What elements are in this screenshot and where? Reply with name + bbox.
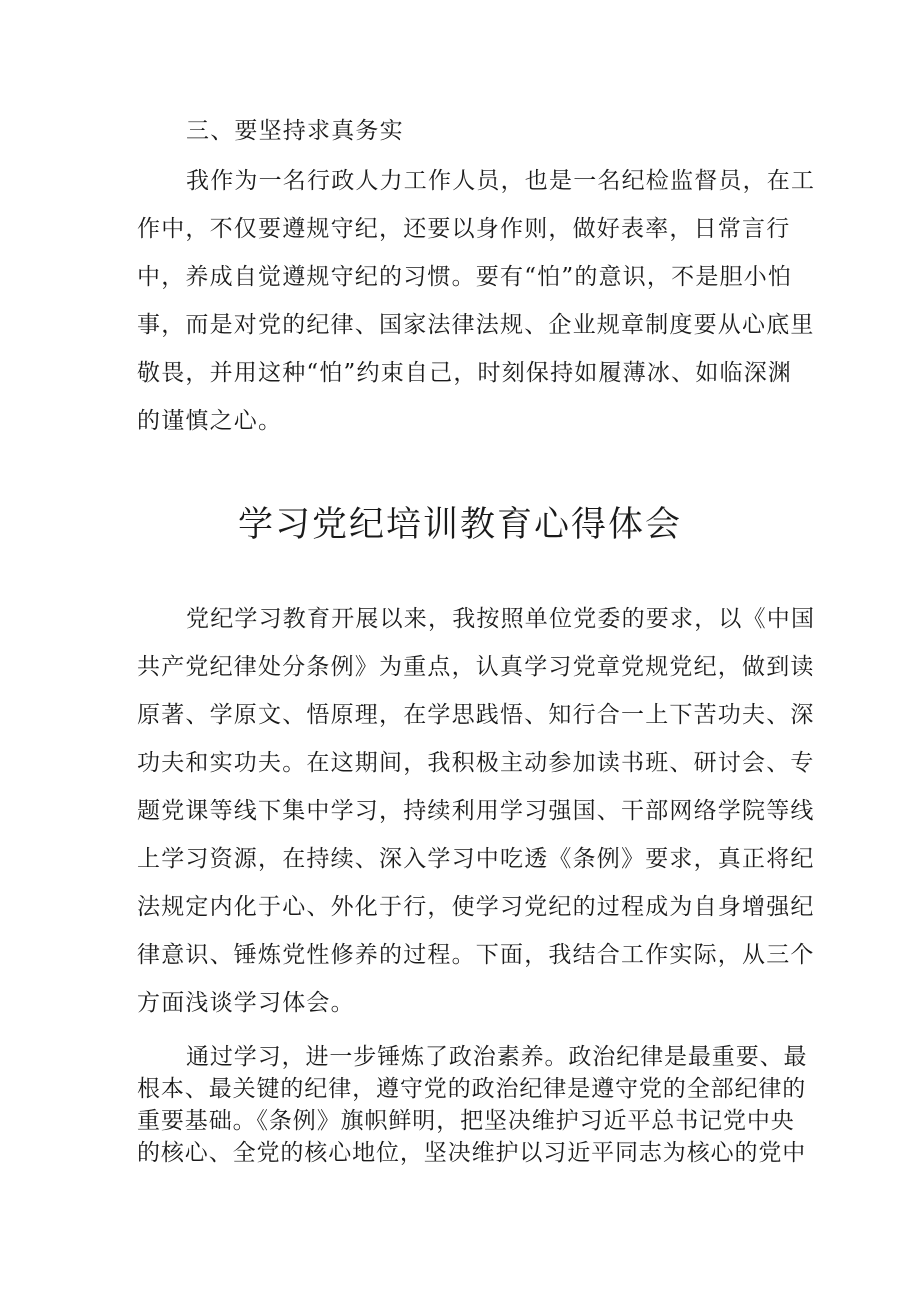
paragraph-line: 事，而是对党的纪律、国家法律法规、企业规章制度要从心底里 [137, 312, 815, 338]
paragraph-line: 根本、最关键的纪律，遵守党的政治纪律是遵守党的全部纪律的 [137, 1076, 807, 1102]
section-heading: 三、要坚持求真务实 [186, 118, 404, 144]
paragraph-line: 中，养成自觉遵规守纪的习惯。要有“怕”的意识，不是胆小怕 [137, 264, 793, 290]
paragraph-line: 通过学习，进一步锤炼了政治素养。政治纪律是最重要、最 [186, 1044, 808, 1070]
paragraph-line: 我作为一名行政人力工作人员，也是一名纪检监督员，在工 [186, 168, 816, 194]
paragraph-line: 重要基础。《条例》旗帜鲜明，把坚决维护习近平总书记党中央 [137, 1108, 795, 1134]
paragraph-line: 党纪学习教育开展以来，我按照单位党委的要求，以《中国 [186, 606, 816, 632]
paragraph-line: 功夫和实功夫。在这期间，我积极主动参加读书班、研讨会、专 [137, 750, 815, 776]
paragraph-line: 题党课等线下集中学习，持续利用学习强国、干部网络学院等线 [137, 798, 815, 824]
paragraph-line: 律意识、锤炼党性修养的过程。下面，我结合工作实际，从三个 [137, 942, 815, 968]
paragraph-line: 敬畏，并用这种“怕”约束自己，时刻保持如履薄冰、如临深渊 [137, 360, 793, 386]
paragraph-line: 的核心、全党的核心地位，坚决维护以习近平同志为核心的党中 [137, 1140, 807, 1166]
paragraph-line: 方面浅谈学习体会。 [137, 990, 355, 1016]
article-title: 学习党纪培训教育心得体会 [237, 505, 682, 545]
paragraph-line: 作中，不仅要遵规守纪，还要以身作则，做好表率，日常言行 [137, 216, 791, 242]
paragraph-line: 上学习资源，在持续、深入学习中吃透《条例》要求，真正将纪 [137, 846, 815, 872]
paragraph-line: 共产党纪律处分条例》为重点，认真学习党章党规党纪，做到读 [137, 654, 815, 680]
paragraph-line: 法规定内化于心、外化于行，使学习党纪的过程成为自身增强纪 [137, 894, 815, 920]
paragraph-line: 原著、学原文、悟原理，在学思践悟、知行合一上下苦功夫、深 [137, 702, 815, 728]
paragraph-line: 的谨慎之心。 [137, 408, 283, 434]
